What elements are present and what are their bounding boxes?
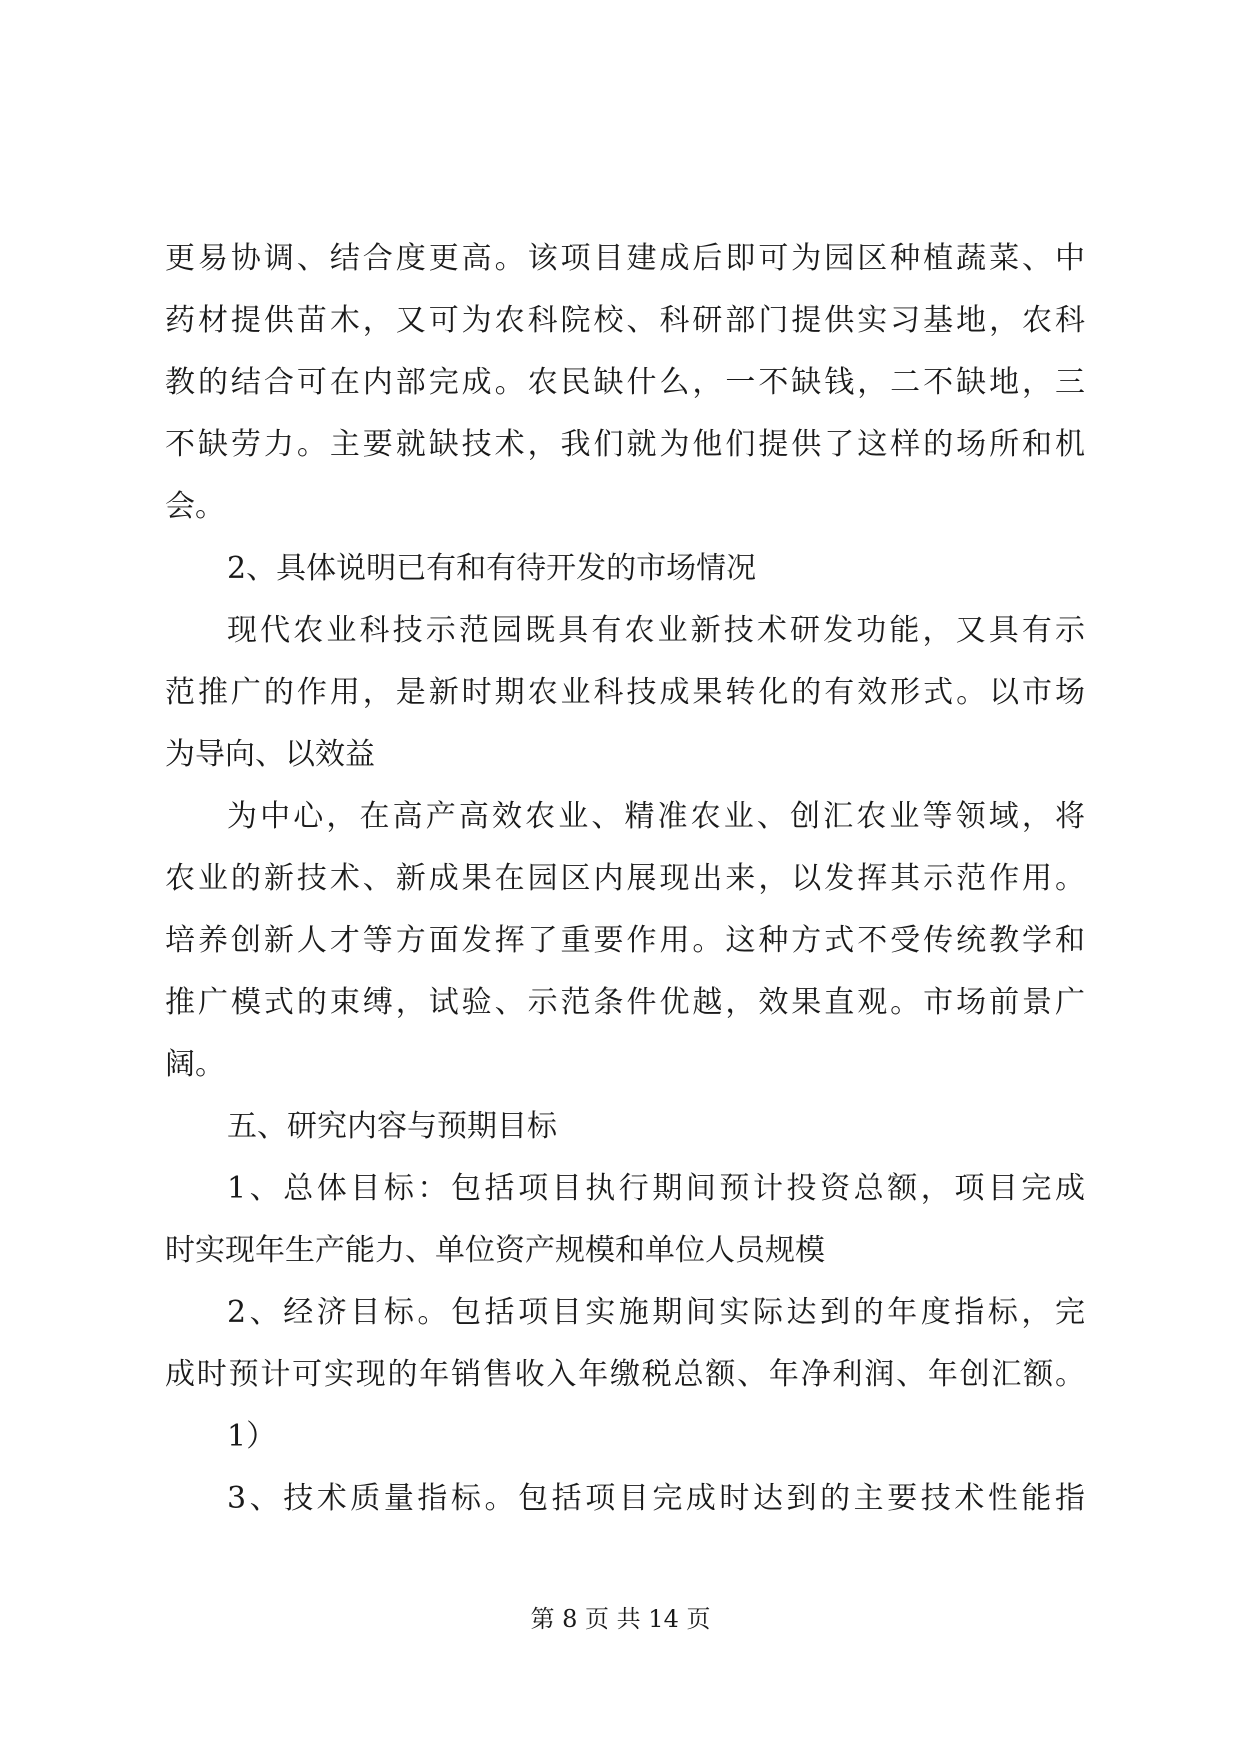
text-line: 阔。 <box>165 1047 225 1082</box>
text-line: 药材提供苗木，又可为农科院校、科研部门提供实习基地，农科 <box>165 303 1085 338</box>
section-heading: 2、具体说明已有和有待开发的市场情况 <box>227 551 757 586</box>
text-line: 不缺劳力。主要就缺技术，我们就为他们提供了这样的场所和机 <box>165 427 1085 462</box>
text-line: 3、技术质量指标。包括项目完成时达到的主要技术性能指 <box>227 1481 1085 1516</box>
text-line: 为中心，在高产高效农业、精准农业、创汇农业等领域，将 <box>227 799 1085 834</box>
text-line: 1） <box>227 1419 277 1454</box>
text-line: 2、经济目标。包括项目实施期间实际达到的年度指标，完 <box>227 1295 1085 1330</box>
text-line: 时实现年生产能力、单位资产规模和单位人员规模 <box>165 1233 825 1268</box>
text-line: 为导向、以效益 <box>165 737 375 772</box>
text-line: 范推广的作用，是新时期农业科技成果转化的有效形式。以市场 <box>165 675 1085 710</box>
text-line: 培养创新人才等方面发挥了重要作用。这种方式不受传统教学和 <box>165 923 1085 958</box>
text-line: 推广模式的束缚，试验、示范条件优越，效果直观。市场前景广 <box>165 985 1085 1020</box>
document-body <box>165 228 1085 1530</box>
text-line: 教的结合可在内部完成。农民缺什么，一不缺钱，二不缺地，三 <box>165 365 1085 400</box>
text-line: 农业的新技术、新成果在园区内展现出来，以发挥其示范作用。 <box>165 861 1085 896</box>
text-line: 会。 <box>165 489 225 524</box>
text-line: 现代农业科技示范园既具有农业新技术研发功能，又具有示 <box>227 613 1085 648</box>
text-line: 1、总体目标：包括项目执行期间预计投资总额，项目完成 <box>227 1171 1085 1206</box>
page-number-footer: 第 8 页 共 14 页 <box>530 1605 711 1633</box>
section-heading: 五、研究内容与预期目标 <box>227 1109 557 1144</box>
text-line: 更易协调、结合度更高。该项目建成后即可为园区种植蔬菜、中 <box>165 241 1085 276</box>
text-line: 成时预计可实现的年销售收入年缴税总额、年净利润、年创汇额。 <box>165 1357 1085 1392</box>
